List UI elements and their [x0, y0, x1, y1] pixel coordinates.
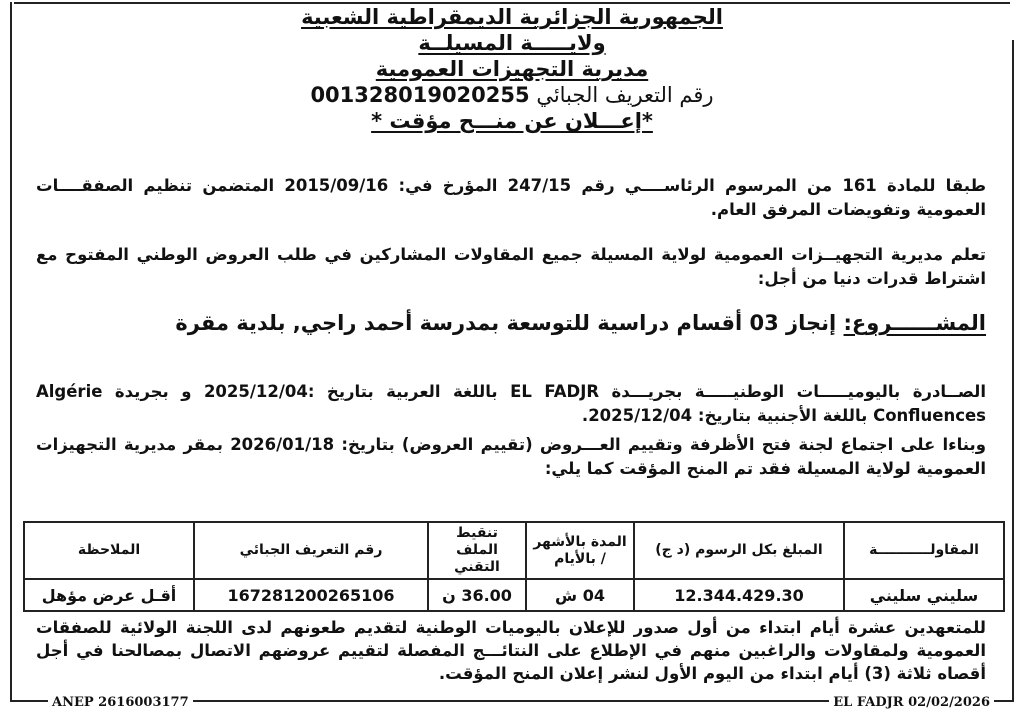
anep-reference: ANEP 2616003177 — [48, 695, 193, 710]
directorate-title: مديرية التجهيزات العمومية — [375, 57, 649, 81]
paragraph-evaluation: وبناءا على اجتماع لجنة فتح الأظرفة وتقييم العـــروض (تقييم العروض) بتاريخ: 2026/01/18 بمقر مديرية التجهيزات العمومية لولاية المسيلة فقد تم المنح المؤقت كما يلي: — [36, 435, 986, 478]
header-tech-score: تنقيط الملف التقني — [428, 522, 526, 579]
header-remark: الملاحظة — [24, 522, 194, 579]
paragraph-appeals: للمتعهدين عشرة أيام ابتداء من أول صدور للإعلان باليوميات الوطنية لتقديم طعونهم لدى اللجنة الولائية للصفقات العمومية ولمقاولات والراغبين منهم في الإطلاع على النتائـــج المفصلة لتقييم عروضهم الاتصال بمصالحنا في أجل أقصاه ثلاثة (3) أيام ابتداء من اليوم الأول لنشر إعلان المنح المؤقت. — [36, 618, 986, 683]
table-row — [24, 579, 1004, 611]
republic-title: الجمهورية الجزائرية الديمقراطية الشعبية — [301, 5, 723, 29]
notice-title: *إعـــلان عن منـــح مؤقت * — [371, 109, 653, 133]
table-header-row — [24, 522, 1004, 579]
header-tax-id: رقم التعريف الجبائي — [194, 522, 428, 579]
tax-id-label: رقم التعريف الجبائي — [536, 83, 714, 107]
project-text: إنجاز 03 أقسام دراسية للتوسعة بمدرسة أحمد راجي, بلدية مقرة — [175, 311, 837, 335]
tax-id-value: 001328019020255 — [310, 83, 530, 107]
award-table — [23, 521, 1005, 612]
paragraph-publication: الصــادرة باليوميـــــات الوطنيـــــة بجريـــدة EL FADJR باللغة العربية بتاريخ :2025/12/04 و بجريدة Algérie Confluences باللغة الأجنبية بتاريخ: 2025/12/04. — [36, 382, 987, 425]
wilaya-title: ولايـــــة المسيلــة — [418, 31, 606, 55]
paragraph-announcement: تعلم مديرية التجهيــزات العمومية لولاية المسيلة جميع المقاولات المشاركين في طلب العروض الوطني المفتوح مع اشتراط قدرات دنيا من أجل: — [36, 245, 986, 288]
cell-tax-id: 167281200265106 — [194, 579, 428, 611]
header-contractor: المقاولـــــــــــة — [844, 522, 1004, 579]
cell-contractor: سليني سليني — [844, 579, 1004, 611]
notice-header — [0, 4, 1024, 134]
tax-id-line — [0, 82, 1024, 108]
header-amount: المبلغ بكل الرسوم (د ج) — [634, 522, 844, 579]
project-label: المشــــــروع: — [843, 311, 986, 335]
cell-tech-score: 36.00 ن — [428, 579, 526, 611]
project-line — [60, 308, 986, 338]
cell-duration: 04 ش — [526, 579, 634, 611]
header-duration: المدة بالأشهر / بالأيام — [526, 522, 634, 579]
frame-right-line — [1012, 40, 1014, 702]
cell-amount: 12.344.429.30 — [634, 579, 844, 611]
newspaper-reference: EL FADJR 02/02/2026 — [829, 695, 994, 710]
cell-remark: أقـل عرض مؤهل — [24, 579, 194, 611]
paragraph-legal-basis: طبقا للمادة 161 من المرسوم الرئاســــي رقم 247/15 المؤرخ في: 2015/09/16 المتضمن تنظيم الصفقــــات العمومية وتفويضات المرفق العام. — [36, 176, 986, 219]
